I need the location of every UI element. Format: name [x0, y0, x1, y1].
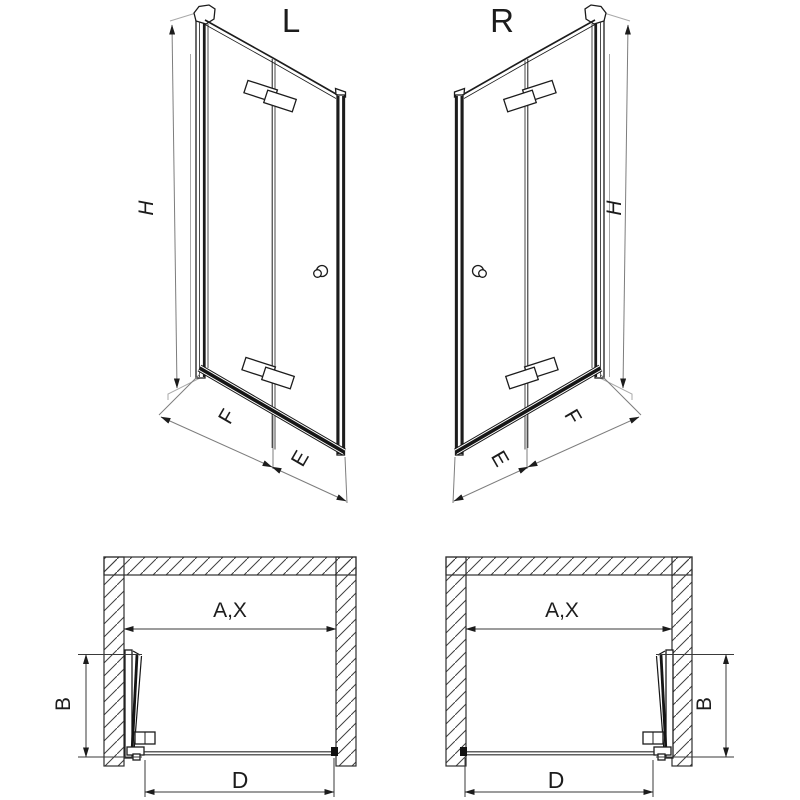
right-wall — [336, 557, 356, 766]
entry-panel-label-left: E — [286, 446, 314, 471]
variant-label-right: R — [490, 2, 514, 39]
opening-label-left-plan: A,X — [213, 599, 247, 622]
plan-wall-profile — [125, 650, 132, 758]
back-wall — [446, 557, 692, 575]
plan-view-left — [52, 557, 356, 797]
clear-width-label-left-plan: D — [231, 767, 249, 793]
door-left-geometry — [159, 5, 347, 503]
door-right-geometry — [453, 5, 641, 503]
height-label-right: H — [603, 200, 626, 216]
folding-panel-label-right: F — [559, 405, 586, 429]
folding-panel-label-left: F — [214, 405, 241, 429]
fold-depth-label-right-plan: B — [693, 696, 716, 712]
perspective-view-right — [453, 2, 641, 503]
right-wall — [672, 557, 692, 766]
perspective-view-left — [135, 2, 347, 503]
plan-view-right — [446, 557, 734, 797]
fold-depth-label-left-plan: B — [52, 696, 75, 712]
back-wall — [104, 557, 356, 575]
left-wall — [446, 557, 466, 766]
clear-width-label-right-plan: D — [547, 767, 565, 793]
wall-stop-block — [331, 747, 338, 756]
wall-stop-block — [460, 747, 467, 756]
opening-label-right-plan: A,X — [545, 599, 579, 622]
plan-wall-profile — [666, 650, 673, 758]
entry-panel-label-right: E — [486, 446, 514, 471]
variant-label-left: L — [281, 2, 301, 39]
left-wall — [104, 557, 124, 766]
height-label-left: H — [135, 200, 158, 216]
